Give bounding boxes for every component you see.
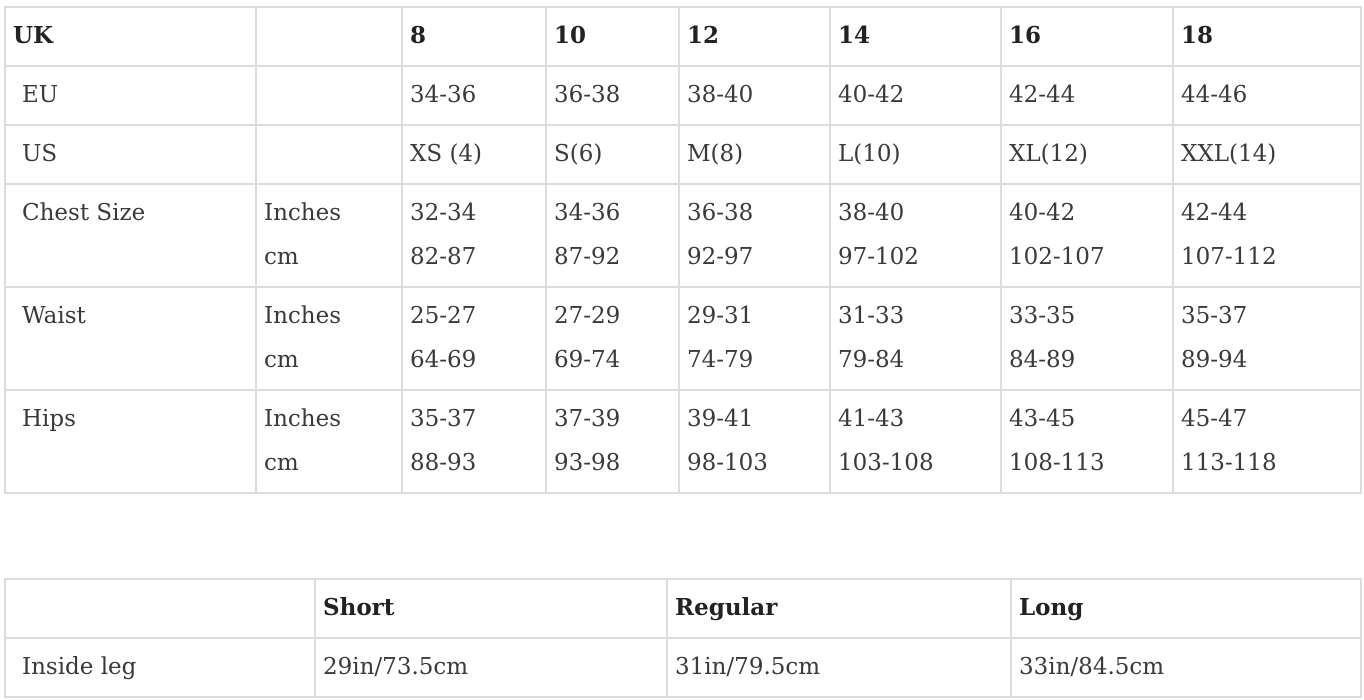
size-value: 42-44 (1009, 82, 1076, 108)
size-value: 88-93 (410, 450, 477, 476)
size-value-cell (402, 287, 546, 390)
row-unit-cell (256, 287, 402, 390)
size-value-cell (402, 390, 546, 493)
size-value: 38-40 (838, 200, 905, 226)
size-value-cell (1173, 66, 1361, 125)
size-value: 69-74 (554, 347, 621, 373)
unit-label: cm (264, 244, 299, 270)
unit-label: Inches (264, 200, 342, 226)
unit-label: cm (264, 450, 299, 476)
size-value: 36-38 (687, 200, 754, 226)
size-chart-body (5, 7, 1361, 493)
size-value: 103-108 (838, 450, 934, 476)
size-value: XS (4) (410, 141, 483, 167)
size-value-cell (679, 66, 830, 125)
leg-header-long: Long (1011, 579, 1361, 638)
size-value: 35-37 (410, 406, 477, 432)
row-unit-cell (256, 184, 402, 287)
size-value-cell (830, 287, 1001, 390)
size-value: 34-36 (410, 82, 477, 108)
size-value: 97-102 (838, 244, 919, 270)
size-value: 36-38 (554, 82, 621, 108)
size-value: 39-41 (687, 406, 754, 432)
size-value-cell (546, 390, 679, 493)
size-value-cell (546, 287, 679, 390)
size-value: 102-107 (1009, 244, 1105, 270)
size-value-cell (1173, 287, 1361, 390)
size-value: 84-89 (1009, 347, 1076, 373)
size-value-cell (1173, 390, 1361, 493)
size-value: 93-98 (554, 450, 621, 476)
size-value-cell (830, 66, 1001, 125)
size-value: 74-79 (687, 347, 754, 373)
size-value: 92-97 (687, 244, 754, 270)
header-size: 16 (1001, 7, 1173, 66)
leg-data-row (5, 638, 1361, 697)
row-label: Hips (5, 390, 256, 493)
row-unit-cell (256, 390, 402, 493)
row-unit-cell (256, 125, 402, 184)
leg-header-regular: Regular (667, 579, 1011, 638)
size-value: 38-40 (687, 82, 754, 108)
size-value-cell (1001, 125, 1173, 184)
size-value: S(6) (554, 141, 603, 167)
size-value: 41-43 (838, 406, 905, 432)
size-value: 87-92 (554, 244, 621, 270)
size-value-cell (830, 390, 1001, 493)
header-unit-cell (256, 7, 402, 66)
size-value: 33-35 (1009, 303, 1076, 329)
size-value: 64-69 (410, 347, 477, 373)
row-unit-cell (256, 66, 402, 125)
size-row (5, 66, 1361, 125)
size-value-cell (679, 125, 830, 184)
size-value: 31-33 (838, 303, 905, 329)
size-value-cell (546, 125, 679, 184)
size-chart-table (4, 6, 1362, 494)
size-value: 98-103 (687, 450, 768, 476)
unit-label: Inches (264, 303, 342, 329)
row-label: EU (5, 66, 256, 125)
size-value: 35-37 (1181, 303, 1248, 329)
leg-header-row (5, 579, 1361, 638)
size-value: 82-87 (410, 244, 477, 270)
row-label: US (5, 125, 256, 184)
size-value: 113-118 (1181, 450, 1277, 476)
size-value: 43-45 (1009, 406, 1076, 432)
size-value: XXL(14) (1181, 141, 1277, 167)
size-value: 45-47 (1181, 406, 1248, 432)
size-value-cell (1001, 66, 1173, 125)
leg-value-short: 29in/73.5cm (315, 638, 667, 697)
row-label: Chest Size (5, 184, 256, 287)
size-value-cell (1001, 184, 1173, 287)
size-value: 25-27 (410, 303, 477, 329)
size-value: 29-31 (687, 303, 754, 329)
size-row (5, 390, 1361, 493)
size-row (5, 125, 1361, 184)
size-value: 44-46 (1181, 82, 1248, 108)
size-value: 42-44 (1181, 200, 1248, 226)
size-row (5, 184, 1361, 287)
size-value: 107-112 (1181, 244, 1277, 270)
size-value: 40-42 (838, 82, 905, 108)
size-value: XL(12) (1009, 141, 1088, 167)
size-value-cell (830, 125, 1001, 184)
size-value: 108-113 (1009, 450, 1105, 476)
size-value: L(10) (838, 141, 901, 167)
size-row (5, 287, 1361, 390)
header-size: 10 (546, 7, 679, 66)
size-value-cell (679, 287, 830, 390)
size-value-cell (679, 390, 830, 493)
unit-label: Inches (264, 406, 342, 432)
header-size: 12 (679, 7, 830, 66)
size-value-cell (830, 184, 1001, 287)
leg-header-short: Short (315, 579, 667, 638)
size-value: 89-94 (1181, 347, 1248, 373)
size-value-cell (1001, 390, 1173, 493)
size-header-row (5, 7, 1361, 66)
size-value: 34-36 (554, 200, 621, 226)
size-value: M(8) (687, 141, 744, 167)
size-value-cell (1173, 184, 1361, 287)
unit-label: cm (264, 347, 299, 373)
leg-value-regular: 31in/79.5cm (667, 638, 1011, 697)
size-value-cell (402, 66, 546, 125)
size-value-cell (546, 66, 679, 125)
size-value-cell (1001, 287, 1173, 390)
size-value: 37-39 (554, 406, 621, 432)
size-value: 40-42 (1009, 200, 1076, 226)
size-value-cell (402, 125, 546, 184)
header-size: 14 (830, 7, 1001, 66)
header-label-uk: UK (5, 7, 256, 66)
size-value-cell (546, 184, 679, 287)
size-value-cell (679, 184, 830, 287)
header-size: 18 (1173, 7, 1361, 66)
leg-header-corner (5, 579, 315, 638)
header-size: 8 (402, 7, 546, 66)
row-label: Waist (5, 287, 256, 390)
size-value: 79-84 (838, 347, 905, 373)
inside-leg-table (4, 578, 1362, 698)
leg-value-long: 33in/84.5cm (1011, 638, 1361, 697)
size-value: 27-29 (554, 303, 621, 329)
size-value-cell (1173, 125, 1361, 184)
leg-row-label: Inside leg (5, 638, 315, 697)
size-value-cell (402, 184, 546, 287)
size-value: 32-34 (410, 200, 477, 226)
